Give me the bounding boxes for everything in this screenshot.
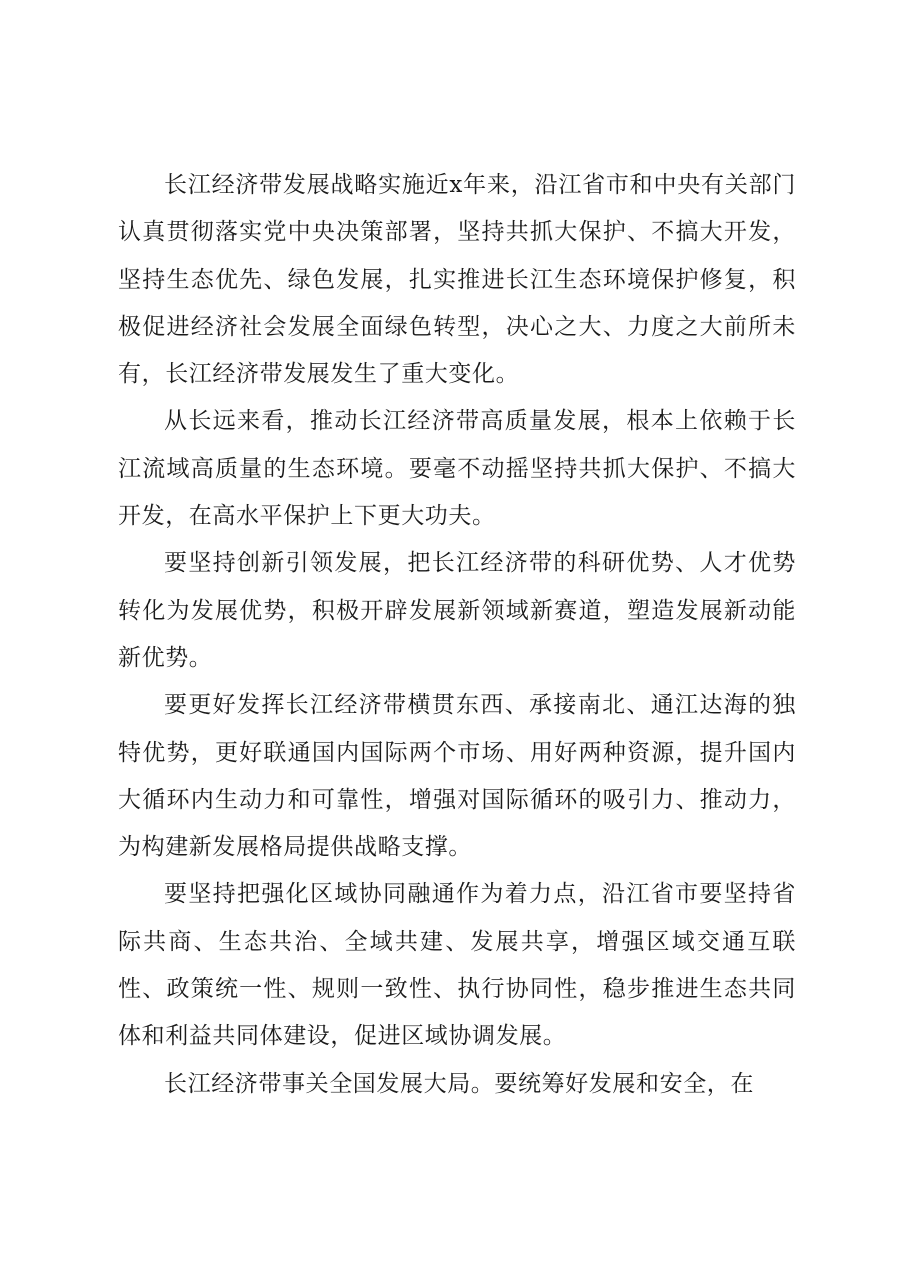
paragraph-1: 长江经济带发展战略实施近x年来，沿江省市和中央有关部门认真贯彻落实党中央决策部署，坚持共抓大保护、不搞大开发，坚持生态优先、绿色发展，扎实推进长江生态环境保护修复，积极促进经济社会发展全面绿色转型，决心之大、力度之大前所未有，长江经济带发展发生了重大变化。 <box>118 172 796 388</box>
document-body <box>118 162 796 1108</box>
paragraph-5: 要坚持把强化区域协同融通作为着力点，沿江省市要坚持省际共商、生态共治、全域共建、发展共享，增强区域交通互联性、政策统一性、规则一致性、执行协同性，稳步推进生态共同体和利益共同体建设，促进区域协调发展。 <box>118 881 796 1050</box>
paragraph-4: 要更好发挥长江经济带横贯东西、承接南北、通江达海的独特优势，更好联通国内国际两个市场、用好两种资源，提升国内大循环内生动力和可靠性，增强对国际循环的吸引力、推动力，为构建新发展格局提供战略支撑。 <box>118 692 796 861</box>
paragraph-6: 长江经济带事关全国发展大局。要统筹好发展和安全，在 <box>164 1070 754 1097</box>
paragraph-3: 要坚持创新引领发展，把长江经济带的科研优势、人才优势转化为发展优势，积极开辟发展新领域新赛道，塑造发展新动能新优势。 <box>118 550 796 671</box>
paragraph-2: 从长远来看，推动长江经济带高质量发展，根本上依赖于长江流域高质量的生态环境。要毫不动摇坚持共抓大保护、不搞大开发，在高水平保护上下更大功夫。 <box>118 408 796 530</box>
